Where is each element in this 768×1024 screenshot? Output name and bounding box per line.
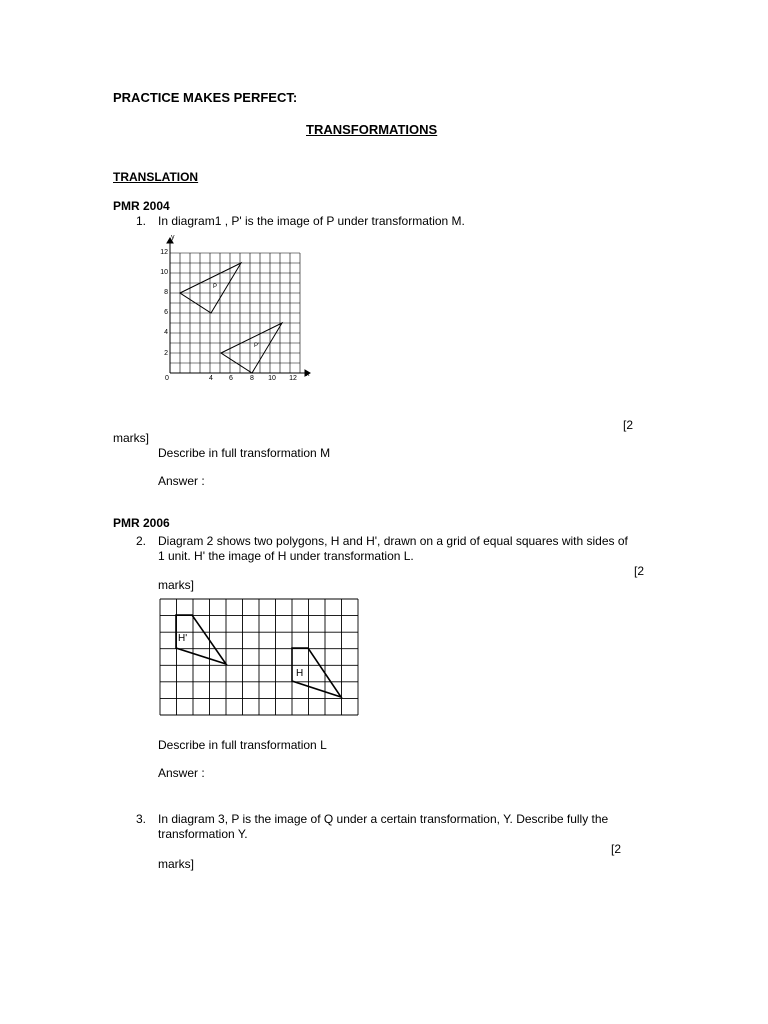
x-tick-label: 10 <box>268 375 276 382</box>
q2-marks-open: [2 <box>634 564 645 578</box>
y-tick-label: 2 <box>164 350 168 357</box>
q2-instruction: Describe in full transformation L <box>158 738 327 752</box>
q3-question-line1: In diagram 3, P is the image of Q under a certain transformation, Y. Describe fully the <box>158 812 609 826</box>
y-tick-label: 12 <box>160 249 168 256</box>
section-title: TRANSLATION <box>113 170 199 184</box>
y-tick-label: 4 <box>164 329 168 336</box>
practice-title: PRACTICE MAKES PERFECT: <box>113 90 298 105</box>
q1-year-label: PMR 2004 <box>113 199 170 213</box>
q1-instruction: Describe in full transformation M <box>158 446 331 460</box>
q2-question-line2: 1 unit. H' the image of H under transformation L. <box>158 549 414 563</box>
q1-answer-label: Answer : <box>158 474 205 488</box>
q3-marks-open: [2 <box>611 842 622 856</box>
x-tick-label: 6 <box>229 375 233 382</box>
q2-year-label: PMR 2006 <box>113 516 170 530</box>
x-tick-label: 12 <box>289 375 297 382</box>
y-tick-label: 10 <box>160 269 168 276</box>
label-h-prime: H' <box>178 633 188 644</box>
q2-number: 2. <box>136 534 147 548</box>
q3-question-line2: transformation Y. <box>158 827 248 841</box>
y-axis-label: y <box>171 234 175 241</box>
label-h: H <box>296 668 304 679</box>
q1-number: 1. <box>136 214 147 228</box>
q2-question-line1: Diagram 2 shows two polygons, H and H', drawn on a grid of equal squares with sides of <box>158 534 628 548</box>
diagram-1-axes <box>167 238 310 376</box>
y-tick-label: 8 <box>164 289 168 296</box>
q1-question: In diagram1 , P' is the image of P under transformation M. <box>158 214 465 228</box>
q1-marks-close: marks] <box>113 431 149 445</box>
origin-label: 0 <box>165 375 169 382</box>
triangle-p <box>180 263 241 313</box>
x-axis-label: x <box>306 371 310 378</box>
y-tick-label: 6 <box>164 309 168 316</box>
q1-marks-open: [2 <box>623 418 634 432</box>
label-p: P <box>213 284 218 290</box>
x-tick-label: 8 <box>250 375 254 382</box>
q2-marks-close: marks] <box>158 578 194 592</box>
diagram-1-grid-lines <box>170 253 300 373</box>
diagram-2-grid-lines <box>160 599 358 715</box>
topic-title: TRANSFORMATIONS <box>306 122 438 137</box>
q2-answer-label: Answer : <box>158 766 205 780</box>
x-tick-label: 4 <box>209 375 213 382</box>
q3-number: 3. <box>136 812 147 826</box>
label-p-prime: P' <box>254 343 260 349</box>
q3-marks-close: marks] <box>158 857 194 871</box>
